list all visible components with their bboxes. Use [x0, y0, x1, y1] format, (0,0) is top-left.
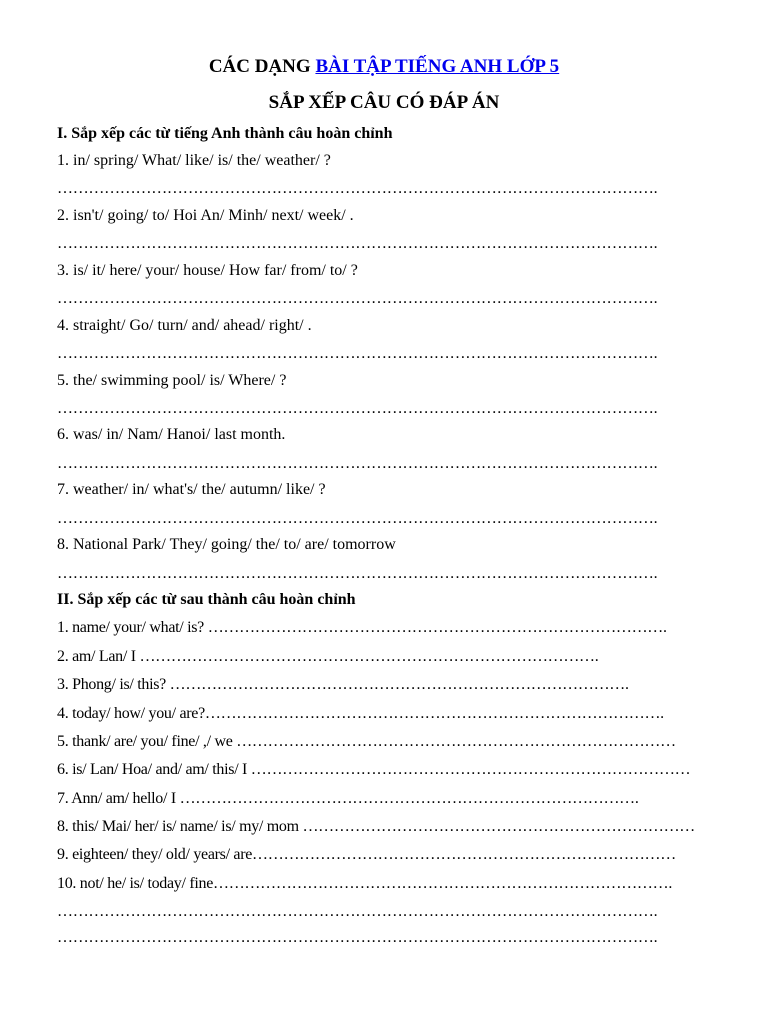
exercise1-item: 7. weather/ in/ what's/ the/ autumn/ like/ ? — [57, 481, 326, 498]
title-link[interactable]: BÀI TẬP TIẾNG ANH LỚP 5 — [315, 56, 560, 77]
exercise1-item: 5. the/ swimming pool/ is/ Where/ ? — [57, 372, 287, 389]
answer-line: ……………………………………………………………………………………………………. — [57, 929, 658, 946]
exercise2-item: 1. name/ your/ what/ is? ……………………………………………………………………………. — [57, 619, 667, 636]
answer-line: ……………………………………………………………………………………………………. — [57, 345, 658, 362]
answer-line: ……………………………………………………………………………………………………. — [57, 455, 658, 472]
exercise1-item: 6. was/ in/ Nam/ Hanoi/ last month. — [57, 426, 286, 443]
exercise1-item: 1. in/ spring/ What/ like/ is/ the/ weather/ ? — [57, 152, 331, 169]
exercise2-item: 7. Ann/ am/ hello/ I ……………………………………………………………………………. — [57, 790, 639, 807]
answer-line: ……………………………………………………………………………………………………. — [57, 290, 658, 307]
exercise1-item: 4. straight/ Go/ turn/ and/ ahead/ right/ . — [57, 317, 312, 334]
answer-line: ……………………………………………………………………………………………………. — [57, 400, 658, 417]
section1-heading: I. Sắp xếp các từ tiếng Anh thành câu hoàn chỉnh — [57, 125, 393, 142]
answer-line: ……………………………………………………………………………………………………. — [57, 565, 658, 582]
exercise2-item: 9. eighteen/ they/ old/ years/ are……………………………………………………………………… — [57, 846, 676, 863]
exercise1-item: 3. is/ it/ here/ your/ house/ How far/ from/ to/ ? — [57, 262, 358, 279]
exercise1-item: 8. National Park/ They/ going/ the/ to/ are/ tomorrow — [57, 536, 396, 553]
answer-line: ……………………………………………………………………………………………………. — [57, 235, 658, 252]
exercise2-item: 6. is/ Lan/ Hoa/ and/ am/ this/ I ………………………………………………………………………… — [57, 761, 691, 778]
answer-line: ……………………………………………………………………………………………………. — [57, 180, 658, 197]
exercise2-item: 4. today/ how/ you/ are?……………………………………………………………………………. — [57, 705, 664, 722]
title-prefix: CÁC DẠNG — [208, 56, 311, 77]
exercise2-item: 8. this/ Mai/ her/ is/ name/ is/ my/ mom ………………………………………………………………… — [57, 818, 695, 835]
page-title — [0, 56, 768, 78]
answer-line: ……………………………………………………………………………………………………. — [57, 510, 658, 527]
section2-heading: II. Sắp xếp các từ sau thành câu hoàn chỉnh — [57, 591, 356, 608]
exercise2-item: 3. Phong/ is/ this? ……………………………………………………………………………. — [57, 676, 629, 693]
exercise2-item: 10. not/ he/ is/ today/ fine……………………………………………………………………………. — [57, 875, 673, 892]
exercise2-item: 2. am/ Lan/ I ……………………………………………………………………………. — [57, 648, 599, 665]
answer-line: ……………………………………………………………………………………………………. — [57, 903, 658, 920]
page-subtitle: SẮP XẾP CÂU CÓ ĐÁP ÁN — [268, 92, 500, 113]
exercise1-item: 2. isn't/ going/ to/ Hoi An/ Minh/ next/ week/ . — [57, 207, 354, 224]
exercise2-item: 5. thank/ are/ you/ fine/ ,/ we ………………………………………………………………………… — [57, 733, 676, 750]
